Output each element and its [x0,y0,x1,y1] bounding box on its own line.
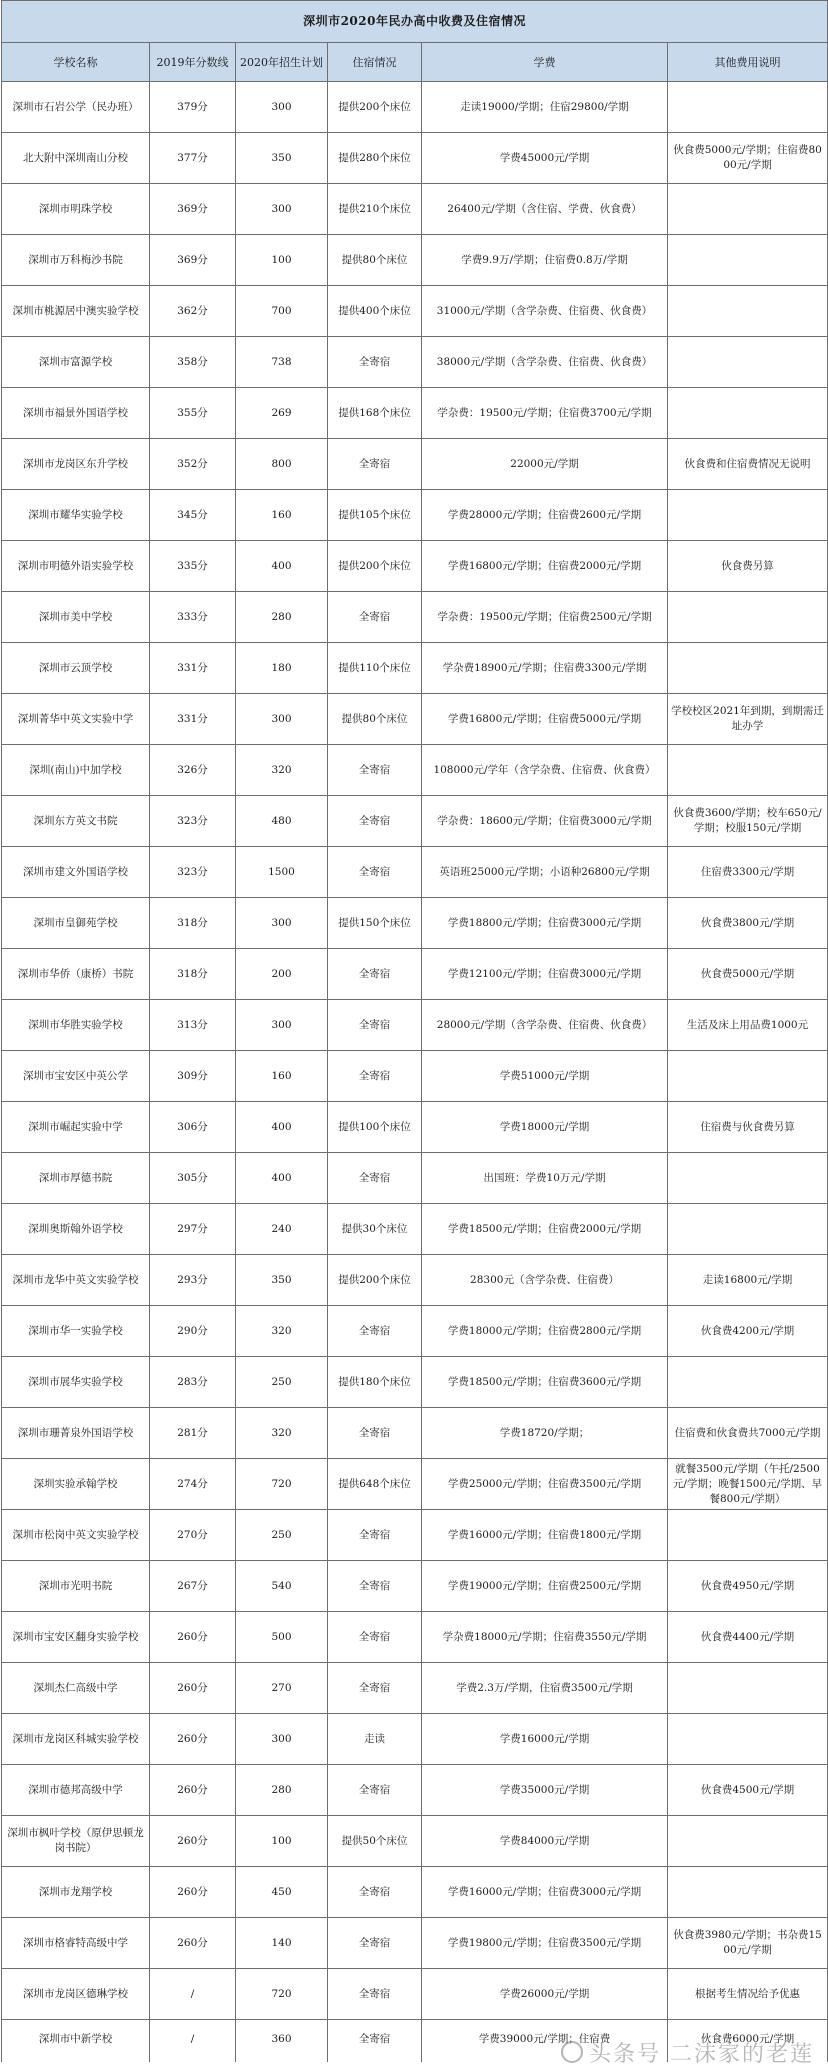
cell-other-fees: 伙食费3800元/学期 [668,898,828,949]
table-row [2,1357,828,1408]
cell-tuition: 学费16000元/学期 [422,1714,668,1765]
cell-score-line: 274分 [150,1459,236,1510]
cell-school-name: 深圳市万科梅沙书院 [2,235,150,286]
cell-school-name: 深圳市松岗中英文实验学校 [2,1510,150,1561]
table-row [2,490,828,541]
cell-enrollment-plan: 738 [236,337,328,388]
cell-tuition: 学费2.3万/学期，住宿费3500元/学期 [422,1663,668,1714]
cell-other-fees [668,1714,828,1765]
cell-enrollment-plan: 450 [236,1867,328,1918]
cell-school-name: 深圳市展华实验学校 [2,1357,150,1408]
cell-other-fees [668,184,828,235]
cell-other-fees: 就餐3500元/学期（午托/2500元/学期；晚餐1500元/学期、早餐800元/学期） [668,1459,828,1510]
cell-accommodation: 提供400个床位 [328,286,422,337]
cell-accommodation: 全寄宿 [328,439,422,490]
cell-school-name: 深圳市光明书院 [2,1561,150,1612]
cell-other-fees: 伙食费4400元/学期 [668,1612,828,1663]
table-row [2,643,828,694]
cell-other-fees [668,592,828,643]
cell-tuition: 学费9.9万/学期；住宿费0.8万/学期 [422,235,668,286]
cell-tuition: 学费25000元/学期；住宿费3500元/学期 [422,1459,668,1510]
table-row [2,1765,828,1816]
cell-school-name: 深圳市皇御苑学校 [2,898,150,949]
cell-other-fees: 伙食费4500元/学期 [668,1765,828,1816]
watermark [561,2037,814,2068]
cell-score-line: 260分 [150,1765,236,1816]
header-enrollment-plan: 2020年招生计划 [236,43,328,82]
table-row [2,1612,828,1663]
cell-accommodation: 全寄宿 [328,1612,422,1663]
cell-enrollment-plan: 100 [236,235,328,286]
cell-enrollment-plan: 320 [236,745,328,796]
table-row [2,1918,828,1969]
cell-enrollment-plan: 320 [236,1306,328,1357]
table-row [2,796,828,847]
cell-tuition: 学费16000元/学期；住宿费1800元/学期 [422,1510,668,1561]
cell-other-fees [668,337,828,388]
cell-tuition: 学费45000元/学期 [422,133,668,184]
cell-score-line: 267分 [150,1561,236,1612]
cell-other-fees: 住宿费3300元/学期 [668,847,828,898]
cell-score-line: 293分 [150,1255,236,1306]
cell-tuition: 学费12100元/学期；住宿费3000元/学期 [422,949,668,1000]
header-accommodation: 住宿情况 [328,43,422,82]
cell-accommodation: 全寄宿 [328,1153,422,1204]
cell-accommodation: 全寄宿 [328,1000,422,1051]
cell-score-line: 352分 [150,439,236,490]
cell-other-fees [668,745,828,796]
table-row [2,541,828,592]
cell-school-name: 深圳市龙华中英文实验学校 [2,1255,150,1306]
cell-accommodation: 提供30个床位 [328,1204,422,1255]
cell-tuition: 学费51000元/学期 [422,1051,668,1102]
cell-enrollment-plan: 280 [236,1765,328,1816]
table-row [2,745,828,796]
cell-tuition: 学杂费18000元/学期；住宿费3550元/学期 [422,1612,668,1663]
cell-accommodation: 全寄宿 [328,1408,422,1459]
cell-accommodation: 提供210个床位 [328,184,422,235]
cell-school-name: 深圳市枫叶学校（原伊思顿龙岗书院） [2,1816,150,1867]
cell-enrollment-plan: 540 [236,1561,328,1612]
cell-accommodation: 提供80个床位 [328,694,422,745]
table-row [2,847,828,898]
cell-enrollment-plan: 400 [236,541,328,592]
table-row [2,1051,828,1102]
table-row [2,694,828,745]
cell-other-fees [668,1051,828,1102]
cell-score-line: 318分 [150,898,236,949]
cell-enrollment-plan: 700 [236,286,328,337]
cell-score-line: 377分 [150,133,236,184]
cell-enrollment-plan: 250 [236,1510,328,1561]
cell-enrollment-plan: 320 [236,1408,328,1459]
cell-score-line: 283分 [150,1357,236,1408]
cell-school-name: 深圳市耀华实验学校 [2,490,150,541]
cell-enrollment-plan: 300 [236,1000,328,1051]
cell-score-line: 297分 [150,1204,236,1255]
cell-enrollment-plan: 160 [236,490,328,541]
cell-tuition: 26400元/学期（含住宿、学费、伙食费） [422,184,668,235]
cell-accommodation: 全寄宿 [328,847,422,898]
cell-score-line: 313分 [150,1000,236,1051]
table-row [2,1459,828,1510]
table-row [2,1000,828,1051]
table-row [2,1102,828,1153]
table-row [2,1663,828,1714]
cell-enrollment-plan: 269 [236,388,328,439]
cell-score-line: 333分 [150,592,236,643]
cell-tuition: 学费84000元/学期 [422,1816,668,1867]
cell-accommodation: 走读 [328,1714,422,1765]
table-row [2,388,828,439]
table-row [2,133,828,184]
cell-other-fees: 伙食费4200元/学期 [668,1306,828,1357]
table-header-row [2,43,828,82]
cell-school-name: 深圳市美中学校 [2,592,150,643]
cell-score-line: 355分 [150,388,236,439]
watermark-text: 头条号 二沫家的老莲 [589,2042,814,2067]
cell-tuition: 学费19800元/学期；住宿费3500元/学期 [422,1918,668,1969]
table-row [2,949,828,1000]
cell-accommodation: 提供200个床位 [328,82,422,133]
table-row [2,439,828,490]
cell-other-fees [668,388,828,439]
cell-other-fees [668,235,828,286]
table-row [2,184,828,235]
cell-enrollment-plan: 270 [236,1663,328,1714]
cell-enrollment-plan: 250 [236,1357,328,1408]
cell-other-fees: 走读16800元/学期 [668,1255,828,1306]
cell-school-name: 深圳市龙翔学校 [2,1867,150,1918]
cell-school-name: 深圳市宝安区翻身实验学校 [2,1612,150,1663]
cell-score-line: / [150,1969,236,2020]
cell-score-line: 326分 [150,745,236,796]
cell-school-name: 深圳市建文外国语学校 [2,847,150,898]
cell-tuition: 学费35000元/学期 [422,1765,668,1816]
cell-school-name: 深圳实验承翰学校 [2,1459,150,1510]
cell-tuition: 走读19000/学期；住宿29800/学期 [422,82,668,133]
table-row [2,1510,828,1561]
cell-enrollment-plan: 720 [236,1459,328,1510]
cell-tuition: 学费18720/学期； [422,1408,668,1459]
cell-enrollment-plan: 300 [236,898,328,949]
cell-enrollment-plan: 800 [236,439,328,490]
cell-other-fees: 伙食费3600/学期；校车650元/学期；校服150元/学期 [668,796,828,847]
cell-tuition: 22000元/学期 [422,439,668,490]
cell-school-name: 深圳菁华中英文实验中学 [2,694,150,745]
cell-other-fees: 伙食费4950元/学期 [668,1561,828,1612]
cell-accommodation: 全寄宿 [328,1510,422,1561]
fee-table [1,0,828,2062]
cell-score-line: 260分 [150,1663,236,1714]
cell-accommodation: 提供648个床位 [328,1459,422,1510]
cell-score-line: 335分 [150,541,236,592]
table-row [2,1969,828,2020]
cell-other-fees: 伙食费5000元/学期；住宿费8000元/学期 [668,133,828,184]
cell-other-fees [668,1357,828,1408]
cell-accommodation: 提供280个床位 [328,133,422,184]
header-school-name: 学校名称 [2,43,150,82]
cell-score-line: 309分 [150,1051,236,1102]
cell-tuition: 28300元（含学杂费、住宿费） [422,1255,668,1306]
cell-tuition: 学费18000元/学期 [422,1102,668,1153]
cell-other-fees: 伙食费6000元/学期 [668,2020,828,2063]
cell-tuition: 学费16800元/学期；住宿费2000元/学期 [422,541,668,592]
cell-score-line: 260分 [150,1714,236,1765]
cell-tuition: 学费18000元/学期；住宿费2800元/学期 [422,1306,668,1357]
cell-other-fees: 学校校区2021年到期，到期需迁址办学 [668,694,828,745]
cell-school-name: 北大附中深圳南山分校 [2,133,150,184]
cell-school-name: 深圳市厚德书院 [2,1153,150,1204]
cell-tuition: 学费18800元/学期；住宿费3000元/学期 [422,898,668,949]
table-row [2,1153,828,1204]
cell-score-line: 331分 [150,643,236,694]
table-row [2,337,828,388]
cell-tuition: 学费39000元/学期；住宿费 [422,2020,668,2063]
cell-school-name: 深圳市云顶学校 [2,643,150,694]
cell-tuition: 学费19000元/学期；住宿费2500元/学期 [422,1561,668,1612]
cell-tuition: 学杂费：19500元/学期；住宿费3700元/学期 [422,388,668,439]
cell-school-name: 深圳市明德外语实验学校 [2,541,150,592]
cell-accommodation: 提供80个床位 [328,235,422,286]
cell-tuition: 学费16800元/学期；住宿费5000元/学期 [422,694,668,745]
cell-enrollment-plan: 240 [236,1204,328,1255]
cell-score-line: 323分 [150,796,236,847]
cell-other-fees [668,490,828,541]
cell-enrollment-plan: 1500 [236,847,328,898]
cell-score-line: 305分 [150,1153,236,1204]
cell-tuition: 学费26000元/学期 [422,1969,668,2020]
cell-enrollment-plan: 360 [236,2020,328,2063]
cell-school-name: 深圳市龙岗区东升学校 [2,439,150,490]
cell-tuition: 学费28000元/学期；住宿费2600元/学期 [422,490,668,541]
cell-score-line: 369分 [150,184,236,235]
cell-school-name: 深圳市桃源居中澳实验学校 [2,286,150,337]
table-row [2,1816,828,1867]
cell-school-name: 深圳市珊菁泉外国语学校 [2,1408,150,1459]
header-tuition: 学费 [422,43,668,82]
cell-score-line: 379分 [150,82,236,133]
table-row [2,235,828,286]
table-row [2,1255,828,1306]
cell-score-line: 345分 [150,490,236,541]
cell-enrollment-plan: 500 [236,1612,328,1663]
watermark-logo-icon [561,2041,583,2063]
cell-enrollment-plan: 160 [236,1051,328,1102]
cell-tuition: 学费18500元/学期；住宿费3600元/学期 [422,1357,668,1408]
cell-enrollment-plan: 720 [236,1969,328,2020]
cell-school-name: 深圳奥斯翰外语学校 [2,1204,150,1255]
cell-other-fees: 根据考生情况给予优惠 [668,1969,828,2020]
cell-accommodation: 全寄宿 [328,745,422,796]
cell-accommodation: 全寄宿 [328,1867,422,1918]
cell-tuition: 31000元/学期（含学杂费、住宿费、伙食费） [422,286,668,337]
cell-other-fees [668,643,828,694]
table-title: 深圳市2020年民办高中收费及住宿情况 [2,1,828,43]
cell-accommodation: 全寄宿 [328,1765,422,1816]
table-row [2,1561,828,1612]
cell-score-line: 260分 [150,1918,236,1969]
table-body [2,82,828,2063]
cell-school-name: 深圳市龙岗区德琳学校 [2,1969,150,2020]
cell-other-fees [668,1153,828,1204]
cell-score-line: 358分 [150,337,236,388]
table-row [2,1408,828,1459]
cell-enrollment-plan: 280 [236,592,328,643]
cell-school-name: 深圳东方英文书院 [2,796,150,847]
table-row [2,1306,828,1357]
cell-accommodation: 提供150个床位 [328,898,422,949]
cell-accommodation: 提供200个床位 [328,1255,422,1306]
cell-score-line: 323分 [150,847,236,898]
cell-accommodation: 全寄宿 [328,796,422,847]
cell-other-fees: 住宿费与伙食费另算 [668,1102,828,1153]
cell-enrollment-plan: 400 [236,1102,328,1153]
cell-other-fees [668,1204,828,1255]
cell-other-fees [668,1663,828,1714]
cell-accommodation: 全寄宿 [328,1051,422,1102]
cell-score-line: 281分 [150,1408,236,1459]
cell-school-name: 深圳市崛起实验中学 [2,1102,150,1153]
cell-tuition: 28000元/学期（含学杂费、住宿费、伙食费） [422,1000,668,1051]
cell-school-name: 深圳市中新学校 [2,2020,150,2063]
cell-accommodation: 全寄宿 [328,1561,422,1612]
header-other-fees: 其他费用说明 [668,43,828,82]
cell-tuition: 108000元/学年（含学杂费、住宿费、伙食费） [422,745,668,796]
cell-accommodation: 提供110个床位 [328,643,422,694]
cell-other-fees: 伙食费和住宿费情况无说明 [668,439,828,490]
cell-enrollment-plan: 140 [236,1918,328,1969]
cell-other-fees: 住宿费和伙食费共7000元/学期 [668,1408,828,1459]
cell-accommodation: 全寄宿 [328,1969,422,2020]
cell-school-name: 深圳市明珠学校 [2,184,150,235]
cell-tuition: 学杂费：18600元/学期；住宿费3000元/学期 [422,796,668,847]
cell-accommodation: 提供50个床位 [328,1816,422,1867]
cell-tuition: 英语班25000元/学期；小语种26800元/学期 [422,847,668,898]
cell-school-name: 深圳市福景外国语学校 [2,388,150,439]
cell-other-fees [668,82,828,133]
cell-accommodation: 全寄宿 [328,337,422,388]
cell-school-name: 深圳市德邦高级中学 [2,1765,150,1816]
cell-score-line: / [150,2020,236,2063]
cell-score-line: 306分 [150,1102,236,1153]
cell-accommodation: 提供100个床位 [328,1102,422,1153]
table-row [2,898,828,949]
cell-tuition: 出国班：学费10万元/学期 [422,1153,668,1204]
cell-accommodation: 全寄宿 [328,2020,422,2063]
cell-score-line: 362分 [150,286,236,337]
cell-enrollment-plan: 350 [236,1255,328,1306]
table-row [2,592,828,643]
cell-other-fees [668,1816,828,1867]
cell-school-name: 深圳市格睿特高级中学 [2,1918,150,1969]
cell-other-fees [668,286,828,337]
table-row [2,82,828,133]
cell-other-fees [668,1510,828,1561]
cell-school-name: 深圳(南山)中加学校 [2,745,150,796]
cell-accommodation: 全寄宿 [328,1306,422,1357]
cell-accommodation: 提供105个床位 [328,490,422,541]
cell-accommodation: 提供168个床位 [328,388,422,439]
cell-enrollment-plan: 400 [236,1153,328,1204]
cell-other-fees: 伙食费5000元/学期 [668,949,828,1000]
cell-enrollment-plan: 300 [236,82,328,133]
cell-enrollment-plan: 300 [236,184,328,235]
cell-score-line: 331分 [150,694,236,745]
cell-enrollment-plan: 350 [236,133,328,184]
cell-score-line: 318分 [150,949,236,1000]
table-row [2,1867,828,1918]
cell-accommodation: 全寄宿 [328,1918,422,1969]
cell-enrollment-plan: 100 [236,1816,328,1867]
cell-enrollment-plan: 200 [236,949,328,1000]
cell-other-fees: 伙食费另算 [668,541,828,592]
cell-accommodation: 提供200个床位 [328,541,422,592]
cell-enrollment-plan: 300 [236,1714,328,1765]
cell-school-name: 深圳市宝安区中英公学 [2,1051,150,1102]
cell-accommodation: 全寄宿 [328,592,422,643]
cell-enrollment-plan: 180 [236,643,328,694]
cell-accommodation: 全寄宿 [328,949,422,1000]
cell-school-name: 深圳市华一实验学校 [2,1306,150,1357]
cell-score-line: 260分 [150,1612,236,1663]
cell-school-name: 深圳市石岩公学（民办班） [2,82,150,133]
table-row [2,286,828,337]
cell-school-name: 深圳市富源学校 [2,337,150,388]
header-score-line: 2019年分数线 [150,43,236,82]
cell-score-line: 260分 [150,1816,236,1867]
table-row [2,1204,828,1255]
cell-tuition: 38000元/学期（含学杂费、住宿费、伙食费） [422,337,668,388]
cell-score-line: 290分 [150,1306,236,1357]
table-row [2,1714,828,1765]
cell-score-line: 369分 [150,235,236,286]
cell-other-fees [668,1867,828,1918]
cell-tuition: 学杂费18900元/学期；住宿费3300元/学期 [422,643,668,694]
cell-school-name: 深圳市华侨（康桥）书院 [2,949,150,1000]
cell-score-line: 270分 [150,1510,236,1561]
cell-school-name: 深圳市华胜实验学校 [2,1000,150,1051]
cell-enrollment-plan: 480 [236,796,328,847]
cell-other-fees: 伙食费3980元/学期；书杂费1500元/学期 [668,1918,828,1969]
cell-enrollment-plan: 300 [236,694,328,745]
cell-tuition: 学费16000元/学期；住宿费3000元/学期 [422,1867,668,1918]
cell-school-name: 深圳杰仁高级中学 [2,1663,150,1714]
cell-accommodation: 提供180个床位 [328,1357,422,1408]
cell-accommodation: 全寄宿 [328,1663,422,1714]
cell-score-line: 260分 [150,1867,236,1918]
cell-tuition: 学费18500元/学期；住宿费2000元/学期 [422,1204,668,1255]
cell-other-fees: 生活及床上用品费1000元 [668,1000,828,1051]
cell-school-name: 深圳市龙岗区科城实验学校 [2,1714,150,1765]
cell-tuition: 学杂费：19500元/学期；住宿费2500元/学期 [422,592,668,643]
